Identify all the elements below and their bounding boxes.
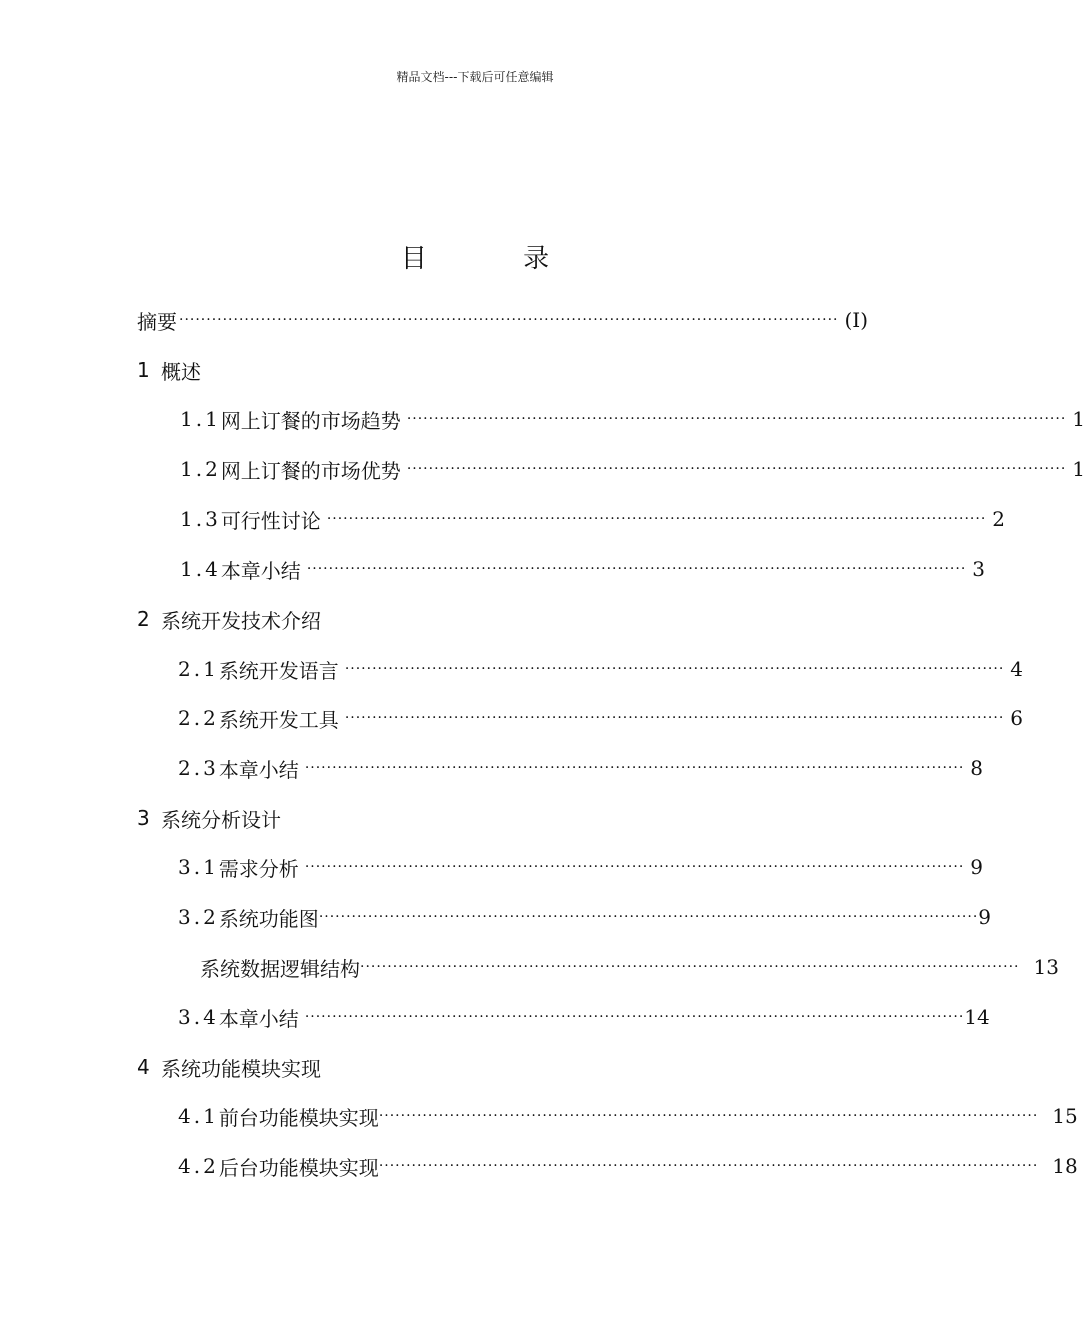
toc-entry-label: 网上订餐的市场优势	[220, 458, 401, 483]
toc-entry-number: 3.1	[178, 855, 219, 879]
toc-entry-label: 本章小结	[218, 757, 299, 782]
leader-dots: ·························································································································	[360, 959, 1020, 975]
toc-entry[interactable]	[180, 554, 986, 584]
toc-entry-number: 4.1	[178, 1104, 219, 1128]
toc-entry-page: 1	[1072, 407, 1085, 431]
leader-dots: ·························································································································	[344, 661, 1005, 677]
toc-entry-label: 网上订餐的市场趋势	[220, 408, 401, 433]
toc-entry-page: 13	[1033, 955, 1059, 979]
leader-dots: ·························································································································	[344, 710, 1005, 726]
toc-entry-number: 2.3	[178, 756, 219, 780]
chapter-label: 系统开发技术介绍	[161, 608, 321, 633]
page-header: 精品文档---下载后可任意编辑	[396, 70, 554, 84]
chapter-label: 系统功能模块实现	[161, 1056, 321, 1081]
toc-entry-number: 1.3	[180, 507, 221, 531]
chapter-label: 系统分析设计	[161, 807, 281, 832]
toc-entry-label: 系统功能图	[218, 906, 319, 931]
toc-entry-number: 3.4	[178, 1005, 219, 1029]
toc-entry-label: 需求分析	[218, 856, 299, 881]
toc-entry-page: 9	[970, 855, 984, 879]
toc-entry-page: 6	[1010, 706, 1024, 730]
toc-entry-number: 3.2	[178, 905, 219, 929]
leader-dots: ·························································································································	[406, 411, 1067, 427]
toc-entry[interactable]	[178, 852, 984, 882]
toc-entry-number: 2.1	[178, 657, 219, 681]
leader-dots: ·························································································································	[378, 1158, 1039, 1174]
toc-title: 目 录	[400, 244, 594, 274]
toc-entry-number: 1.4	[180, 557, 221, 581]
toc-entry-number: 2.2	[178, 706, 219, 730]
toc-entry[interactable]	[178, 902, 992, 932]
toc-entry[interactable]	[178, 703, 1024, 733]
toc-entry-label: 后台功能模块实现	[218, 1155, 379, 1180]
leader-dots: ·························································································································	[406, 461, 1067, 477]
toc-entry-number: 1.1	[180, 407, 221, 431]
toc-entry-page: 15	[1052, 1104, 1078, 1128]
toc-entry[interactable]	[180, 504, 1006, 534]
toc-entry-page: 14	[964, 1005, 990, 1029]
toc-entry-number: 4.2	[178, 1154, 219, 1178]
toc-entry-label: 系统开发语言	[218, 658, 339, 683]
toc-entry-label: 系统开发工具	[218, 707, 339, 732]
leader-dots: ·························································································································	[378, 1108, 1039, 1124]
toc-entry-page: 4	[1010, 657, 1024, 681]
toc-entry-page: (I)	[844, 308, 868, 332]
leader-dots: ·························································································································	[304, 1009, 965, 1025]
toc-entry[interactable]	[180, 454, 1085, 484]
leader-dots: ·························································································································	[306, 561, 967, 577]
toc-entry-page: 8	[970, 756, 984, 780]
toc-entry-page: 2	[992, 507, 1006, 531]
toc-entry-page: 1	[1072, 457, 1085, 481]
toc-entry-abstract[interactable]	[137, 305, 868, 335]
toc-chapter[interactable]	[137, 1052, 321, 1082]
toc-entry[interactable]	[178, 1151, 1078, 1181]
leader-dots: ·························································································································	[304, 859, 965, 875]
toc-entry[interactable]	[200, 952, 1059, 982]
toc-entry[interactable]	[180, 404, 1085, 434]
leader-dots: ·························································································································	[326, 511, 987, 527]
toc-entry[interactable]	[178, 654, 1024, 684]
chapter-label: 概述	[161, 359, 201, 384]
toc-entry-label: 本章小结	[220, 558, 301, 583]
chapter-number: 4	[137, 1055, 150, 1079]
chapter-number: 3	[137, 806, 150, 830]
toc-chapter[interactable]	[137, 604, 321, 634]
toc-chapter[interactable]	[137, 355, 201, 385]
toc-entry-label: 前台功能模块实现	[218, 1105, 379, 1130]
toc-entry-page: 9	[978, 905, 992, 929]
toc-entry-page: 18	[1052, 1154, 1078, 1178]
toc-chapter[interactable]	[137, 803, 281, 833]
leader-dots: ·························································································································	[318, 909, 979, 925]
leader-dots: ·························································································································	[304, 760, 965, 776]
toc-entry-label: 可行性讨论	[220, 508, 321, 533]
toc-entry-number: 1.2	[180, 457, 221, 481]
toc-entry[interactable]	[178, 753, 984, 783]
toc-entry[interactable]	[178, 1002, 990, 1032]
toc-entry-label: 摘要	[137, 309, 177, 334]
toc-entry-page: 3	[972, 557, 986, 581]
toc-entry[interactable]	[178, 1101, 1078, 1131]
toc-entry-label: 本章小结	[218, 1006, 299, 1031]
toc-entry-label: 系统数据逻辑结构	[200, 956, 360, 981]
chapter-number: 1	[137, 358, 150, 382]
chapter-number: 2	[137, 607, 150, 631]
leader-dots: ·························································································································	[179, 312, 839, 328]
